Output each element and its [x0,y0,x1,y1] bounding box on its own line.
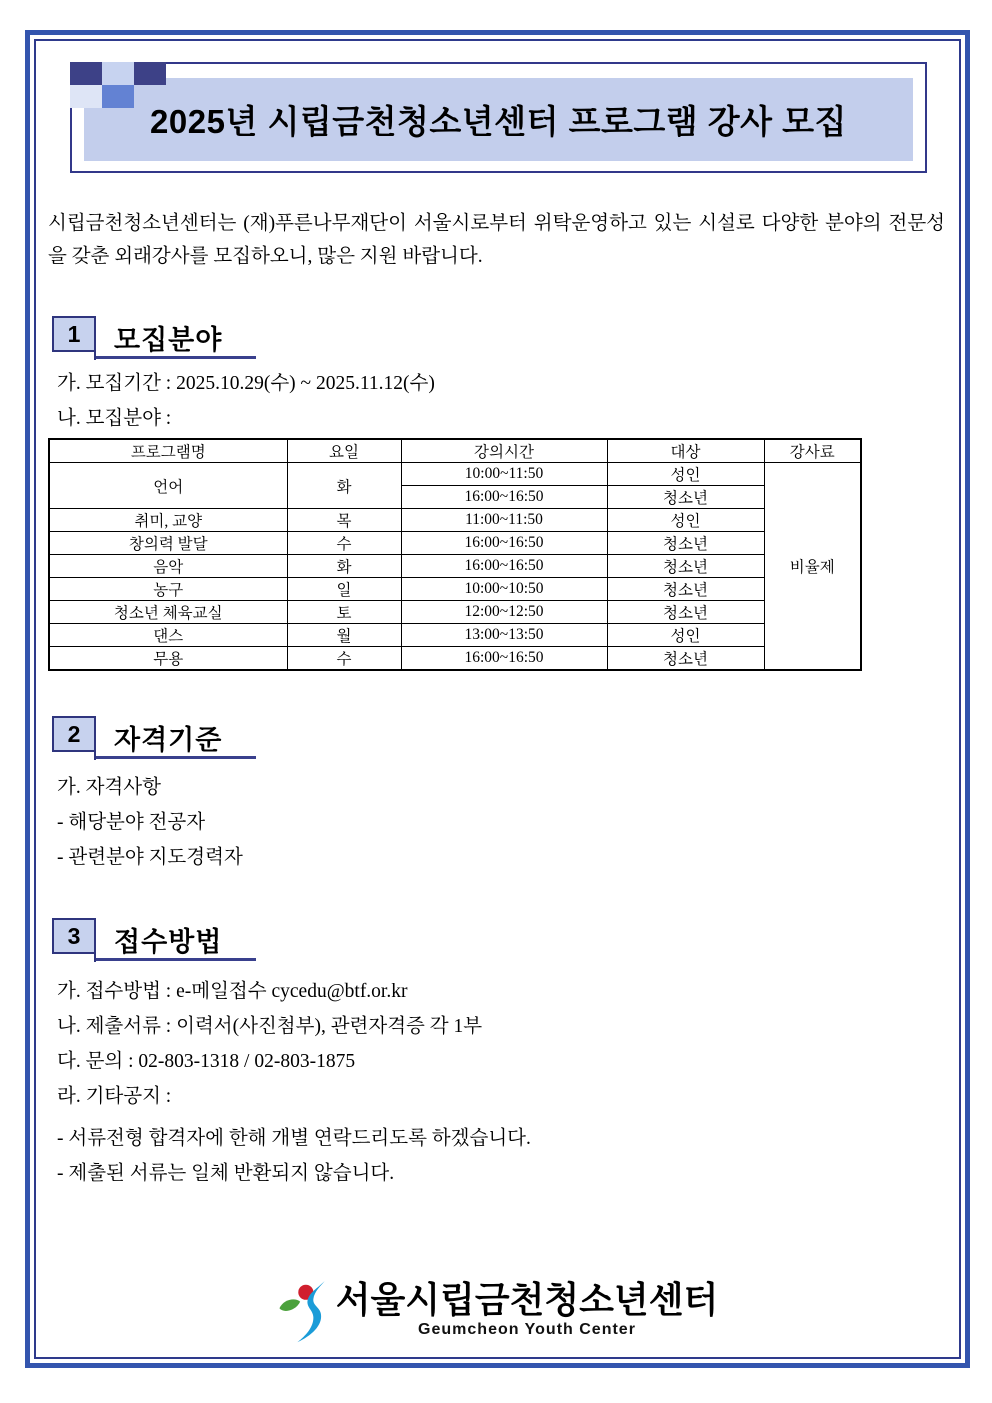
org-name-en: Geumcheon Youth Center [418,1321,636,1338]
cell-time: 12:00~12:50 [401,601,607,624]
cell-program: 무용 [49,647,287,671]
cell-target: 성인 [607,463,764,486]
text-line: 나. 제출서류 : 이력서(사진첨부), 관련자격증 각 1부 [57,1016,483,1037]
cell-program: 청소년 체육교실 [49,601,287,624]
youth-center-logo-icon [274,1280,332,1346]
cell-target: 성인 [607,509,764,532]
section3-body [57,974,531,1191]
col-header-time: 강의시간 [401,439,607,463]
col-header-target: 대상 [607,439,764,463]
cell-target: 청소년 [607,555,764,578]
section-header-recruit-fields [52,316,292,362]
deco-square [134,62,166,85]
program-table [48,438,862,671]
org-name-block [336,1280,719,1339]
deco-square [102,62,134,85]
cell-day: 월 [287,624,401,647]
text-line: - 관련분야 지도경력자 [57,847,243,868]
cell-time: 13:00~13:50 [401,624,607,647]
text-line: - 서류전형 합격자에 한해 개별 연락드리도록 하겠습니다. [57,1128,531,1149]
cell-program: 농구 [49,578,287,601]
cell-day: 화 [287,463,401,509]
cell-time: 16:00~16:50 [401,532,607,555]
table-row [49,647,861,671]
deco-square [70,85,102,108]
cell-program: 창의력 발달 [49,532,287,555]
section-header-qualifications [52,716,292,762]
text-line: - 제출된 서류는 일체 반환되지 않습니다. [57,1163,395,1184]
cell-target: 청소년 [607,601,764,624]
text-line: 나. 모집분야 : [57,408,172,429]
col-header-program: 프로그램명 [49,439,287,463]
text-line: 가. 접수방법 : e-메일접수 cycedu@btf.or.kr [57,981,408,1002]
table-row [49,601,861,624]
section-underline [96,356,256,359]
cell-target: 청소년 [607,578,764,601]
cell-time: 16:00~16:50 [401,647,607,671]
cell-target: 청소년 [607,647,764,671]
deco-square [70,62,102,85]
cell-time: 10:00~10:50 [401,578,607,601]
intro-paragraph: 시립금천청소년센터는 (재)푸른나무재단이 서울시로부터 위탁운영하고 있는 시설로 다양한 분야의 전문성을 갖춘 외래강사를 모집하오니, 많은 지원 바랍니다. [48,213,945,267]
cell-day: 일 [287,578,401,601]
section-underline [96,756,256,759]
text-line: 가. 모집기간 : 2025.10.29(수) ~ 2025.11.12(수) [57,373,435,394]
section-number-badge: 3 [52,918,96,954]
title-banner [70,62,927,173]
title-banner-fill [84,78,913,161]
cell-day: 토 [287,601,401,624]
cell-time: 16:00~16:50 [401,555,607,578]
table-row [49,463,861,486]
table-header-row [49,439,861,463]
table-row [49,532,861,555]
text-line: - 해당분야 전공자 [57,812,206,833]
cell-target: 성인 [607,624,764,647]
col-header-fee: 강사료 [764,439,861,463]
cell-day: 목 [287,509,401,532]
text-line: 다. 문의 : 02-803-1318 / 02-803-1875 [57,1051,356,1072]
table-row [49,624,861,647]
cell-target: 청소년 [607,486,764,509]
section-title: 접수방법 [114,927,223,957]
text-line: 라. 기타공지 : [57,1086,172,1107]
section-title: 자격기준 [114,725,223,755]
cell-day: 수 [287,647,401,671]
text-line: 가. 자격사항 [57,777,161,798]
table-row [49,509,861,532]
section2-body [57,770,243,875]
cell-day: 수 [287,532,401,555]
cell-program: 취미, 교양 [49,509,287,532]
banner-deco-squares [70,62,166,108]
cell-target: 청소년 [607,532,764,555]
cell-program: 언어 [49,463,287,509]
cell-time: 10:00~11:50 [401,463,607,486]
cell-time: 11:00~11:50 [401,509,607,532]
deco-square [102,85,134,108]
cell-program: 댄스 [49,624,287,647]
org-name: 서울시립금천청소년센터 [335,1279,719,1320]
section-number-badge: 1 [52,316,96,352]
col-header-day: 요일 [287,439,401,463]
cell-fee: 비율제 [764,463,861,671]
table-row [49,555,861,578]
table-row [49,578,861,601]
cell-time: 16:00~16:50 [401,486,607,509]
section-title: 모집분야 [114,325,223,355]
cell-day: 화 [287,555,401,578]
section-underline [96,958,256,961]
section1-body [57,366,435,436]
cell-program: 음악 [49,555,287,578]
section-header-application [52,918,292,964]
section-number-badge: 2 [52,716,96,752]
footer-logo [0,1280,992,1346]
page-title: 2025년 시립금천청소년센터 프로그램 강사 모집 [150,103,847,140]
